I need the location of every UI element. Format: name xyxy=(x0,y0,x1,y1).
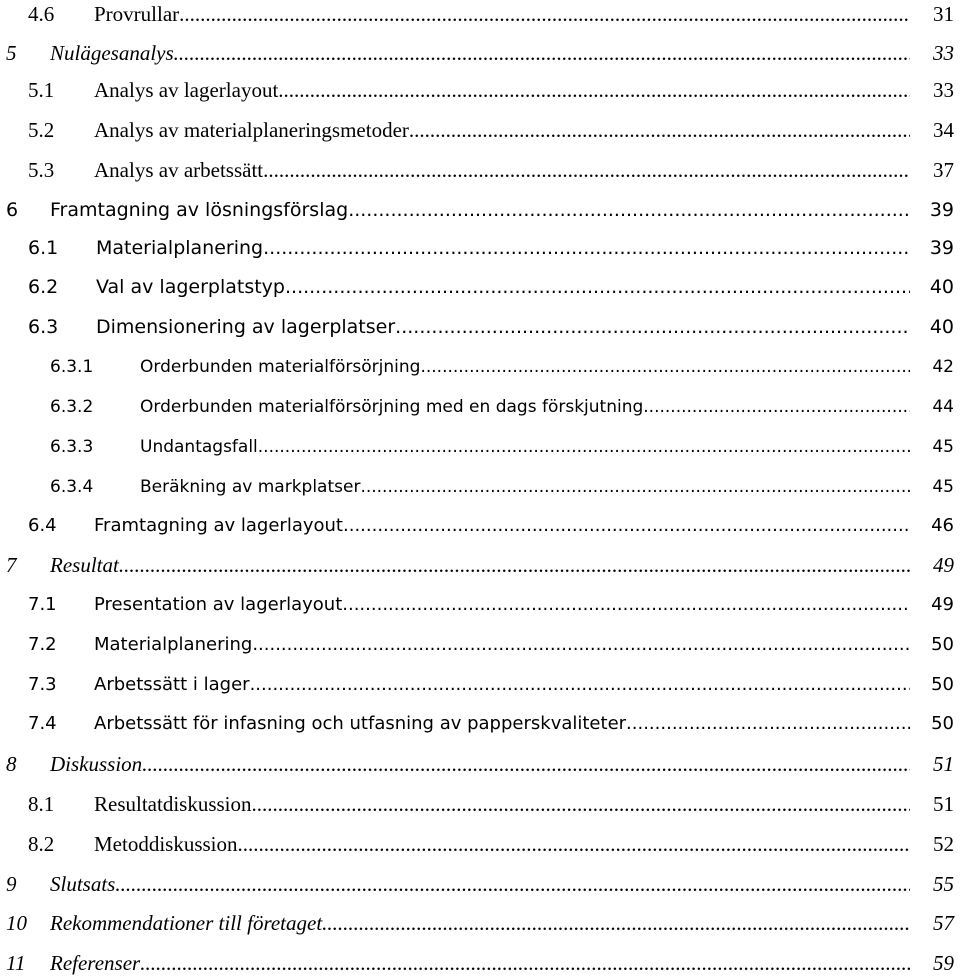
dot-leader xyxy=(278,75,910,105)
toc-title: Framtagning av lösningsförslag ..... xyxy=(50,195,910,225)
toc-page: 51 xyxy=(933,792,954,816)
toc-title: Beräkning av markplatser ..... xyxy=(140,472,910,502)
toc-title: Nulägesanalys ..... xyxy=(50,38,910,68)
toc-entry-6-3-2[interactable] xyxy=(0,392,954,422)
toc-page: 40 xyxy=(929,316,954,338)
dot-leader xyxy=(263,155,910,185)
toc-title: Provrullar ..... xyxy=(94,0,910,29)
toc-title: Diskussion ..... xyxy=(50,749,910,779)
toc-page: 31 xyxy=(933,2,954,26)
toc-number: 6 xyxy=(6,199,19,221)
toc-entry-4-6[interactable] xyxy=(0,0,954,29)
toc-title: Orderbunden materialförsörjning ..... xyxy=(140,352,910,382)
toc-number: 6.3.3 xyxy=(50,437,94,457)
toc-number: 9 xyxy=(6,872,17,896)
toc-entry-7-1[interactable] xyxy=(0,590,954,620)
dot-leader xyxy=(342,590,910,620)
toc-page: 42 xyxy=(932,357,954,377)
toc-number: 6.3.4 xyxy=(50,477,94,497)
toc-number: 6.3 xyxy=(28,316,59,338)
toc-entry-5[interactable] xyxy=(0,38,954,68)
toc-number: 7.3 xyxy=(28,674,57,695)
toc-entry-7[interactable] xyxy=(0,550,954,580)
toc-page: 49 xyxy=(933,553,954,577)
dot-leader xyxy=(626,709,910,739)
toc-title: Analys av arbetssätt ..... xyxy=(94,155,910,185)
toc-page: 52 xyxy=(933,832,954,856)
toc-number: 7 xyxy=(6,553,17,577)
toc-page: 37 xyxy=(933,158,954,182)
toc-page: 45 xyxy=(932,477,954,497)
dot-leader xyxy=(360,472,910,502)
dot-leader xyxy=(258,432,910,462)
toc-title: Materialplanering ..... xyxy=(96,233,910,263)
toc-number: 7.4 xyxy=(28,713,57,734)
toc-entry-5-1[interactable] xyxy=(0,75,954,105)
toc-number: 5 xyxy=(6,41,17,65)
toc-title: Metoddiskussion ..... xyxy=(94,829,910,859)
toc-page: 45 xyxy=(932,437,954,457)
toc-title: Undantagsfall ..... xyxy=(140,432,910,462)
toc-page: 34 xyxy=(933,118,954,142)
toc-title: Materialplanering ..... xyxy=(94,630,910,660)
toc-number: 5.2 xyxy=(28,118,55,142)
toc-entry-7-4[interactable] xyxy=(0,709,954,739)
dot-leader xyxy=(179,0,910,29)
toc-entry-6-4[interactable] xyxy=(0,511,954,541)
toc-number: 8 xyxy=(6,752,17,776)
dot-leader xyxy=(395,312,910,342)
toc-number: 8.2 xyxy=(28,832,55,856)
toc-entry-8-1[interactable] xyxy=(0,789,954,819)
toc-entry-5-2[interactable] xyxy=(0,115,954,145)
toc-entry-8-2[interactable] xyxy=(0,829,954,859)
toc-number: 11 xyxy=(6,951,26,975)
toc-entry-6-2[interactable] xyxy=(0,272,954,302)
dot-leader xyxy=(285,272,910,302)
toc-entry-6[interactable] xyxy=(0,195,954,225)
toc-page: 55 xyxy=(933,872,954,896)
dot-leader xyxy=(643,392,910,422)
toc-entry-6-3[interactable] xyxy=(0,312,954,342)
toc-page: 33 xyxy=(933,41,954,65)
toc-page: 50 xyxy=(931,634,954,655)
toc-entry-10[interactable] xyxy=(0,908,954,938)
toc-entry-11[interactable] xyxy=(0,948,954,978)
toc-title: Dimensionering av lagerplatser ..... xyxy=(96,312,910,342)
toc-entry-5-3[interactable] xyxy=(0,155,954,185)
toc-number: 8.1 xyxy=(28,792,55,816)
toc-number: 6.3.1 xyxy=(50,357,94,377)
toc-entry-9[interactable] xyxy=(0,869,954,899)
toc-number: 6.4 xyxy=(28,515,57,536)
dot-leader xyxy=(420,352,910,382)
toc-page: 50 xyxy=(931,674,954,695)
toc-entry-6-3-1[interactable] xyxy=(0,352,954,382)
toc-number: 5.3 xyxy=(28,158,55,182)
toc-number: 7.1 xyxy=(28,594,57,615)
toc-title: Analys av materialplaneringsmetoder ..... xyxy=(94,115,910,145)
toc-title: Presentation av lagerlayout ..... xyxy=(94,590,910,620)
toc-page: 40 xyxy=(929,276,954,298)
toc-title: Arbetssätt för infasning och utfasning av papperskvaliteter ..... xyxy=(94,709,910,739)
toc-entry-6-3-4[interactable] xyxy=(0,472,954,502)
toc-entry-7-3[interactable] xyxy=(0,670,954,700)
toc-number: 10 xyxy=(6,911,27,935)
dot-leader xyxy=(322,908,910,938)
toc-page: 39 xyxy=(929,199,954,221)
toc-page: 57 xyxy=(933,911,954,935)
toc-title: Analys av lagerlayout ..... xyxy=(94,75,910,105)
dot-leader xyxy=(142,749,910,779)
dot-leader xyxy=(238,829,910,859)
toc-page: 46 xyxy=(931,515,954,536)
toc-entry-6-1[interactable] xyxy=(0,233,954,263)
toc-entry-8[interactable] xyxy=(0,749,954,779)
toc-title: Resultatdiskussion ..... xyxy=(94,789,910,819)
toc-page: 59 xyxy=(933,951,954,975)
dot-leader xyxy=(348,195,910,225)
toc-title: Arbetssätt i lager ..... xyxy=(94,670,910,700)
toc-page: 51 xyxy=(933,752,954,776)
dot-leader xyxy=(252,789,910,819)
dot-leader xyxy=(343,511,910,541)
toc-number: 4.6 xyxy=(28,2,55,26)
toc-page: 49 xyxy=(931,594,954,615)
dot-leader xyxy=(174,38,910,68)
toc-page: 33 xyxy=(933,78,954,102)
toc-page: 39 xyxy=(929,237,954,259)
dot-leader xyxy=(140,948,910,978)
dot-leader xyxy=(115,869,910,899)
toc-number: 6.1 xyxy=(28,237,59,259)
dot-leader xyxy=(409,115,910,145)
toc-number: 6.3.2 xyxy=(50,397,94,417)
toc-title: Rekommendationer till företaget ..... xyxy=(50,908,910,938)
toc-title: Resultat ..... xyxy=(50,550,910,580)
toc-page: 44 xyxy=(932,397,954,417)
dot-leader xyxy=(119,550,910,580)
toc-number: 7.2 xyxy=(28,634,57,655)
dot-leader xyxy=(263,233,910,263)
toc-page: 50 xyxy=(931,713,954,734)
toc-title: Orderbunden materialförsörjning med en dags förskjutning ..... xyxy=(140,392,910,422)
toc-number: 5.1 xyxy=(28,78,55,102)
toc-title: Referenser ..... xyxy=(50,948,910,978)
toc-number: 6.2 xyxy=(28,276,59,298)
toc-title: Slutsats ..... xyxy=(50,869,910,899)
toc-title: Framtagning av lagerlayout ..... xyxy=(94,511,910,541)
dot-leader xyxy=(250,670,910,700)
dot-leader xyxy=(252,630,910,660)
toc-entry-6-3-3[interactable] xyxy=(0,432,954,462)
toc-entry-7-2[interactable] xyxy=(0,630,954,660)
toc-title: Val av lagerplatstyp ..... xyxy=(96,272,910,302)
